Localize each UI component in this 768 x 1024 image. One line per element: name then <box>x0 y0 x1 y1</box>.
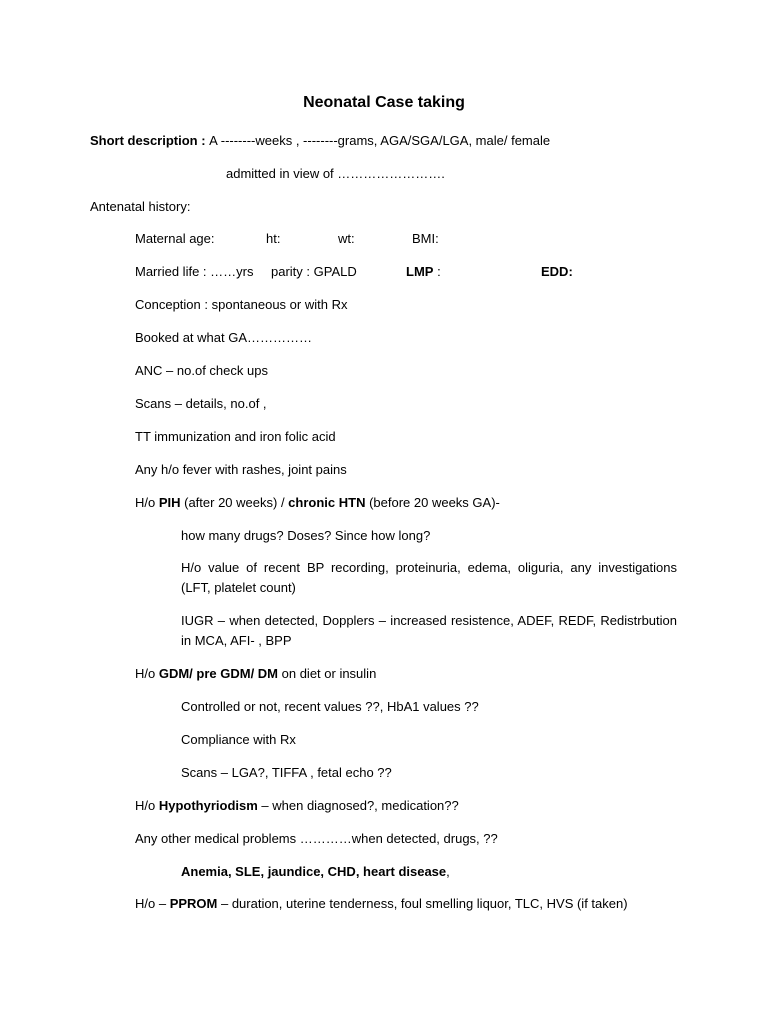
antenatal-history-heading: Antenatal history: <box>90 199 191 214</box>
parity-label: parity : GPALD <box>271 264 357 279</box>
tt-line: TT immunization and iron folic acid <box>135 429 336 444</box>
short-description-text: A --------weeks , --------grams, AGA/SGA/LGA, male/ female <box>209 133 551 148</box>
gdm-bold: GDM/ pre GDM/ DM <box>158 666 279 681</box>
gdm-controlled-line: Controlled or not, recent values ??, HbA1 values ?? <box>181 699 479 714</box>
pih-drugs-line: how many drugs? Doses? Since how long? <box>181 528 431 543</box>
conception-line: Conception : spontaneous or with Rx <box>135 297 348 312</box>
bmi-label: BMI: <box>412 231 439 246</box>
short-description-line <box>90 132 550 149</box>
gdm-line: H/o GDM/ pre GDM/ DM on diet or insulin <box>135 666 377 681</box>
lmp-label: LMP : <box>406 264 441 279</box>
pprom-line: H/o – PPROM – duration, uterine tenderness, foul smelling liquor, TLC, HVS (if taken) <box>135 896 628 911</box>
hypothyroid-bold: Hypothyriodism <box>158 798 258 813</box>
pih-line: H/o PIH (after 20 weeks) / chronic HTN (before 20 weeks GA)- <box>135 495 500 510</box>
fever-line: Any h/o fever with rashes, joint pains <box>135 462 347 477</box>
edd-label: EDD: <box>541 264 573 279</box>
pprom-bold: PPROM <box>169 896 218 911</box>
page-title: Neonatal Case taking <box>303 94 465 111</box>
hypothyroid-line: H/o Hypothyriodism – when diagnosed?, medication?? <box>135 798 459 813</box>
height-label: ht: <box>266 231 281 246</box>
anc-line: ANC – no.of check ups <box>135 363 268 378</box>
maternal-age-label: Maternal age: <box>135 231 215 246</box>
short-description-label: Short description : <box>90 133 210 148</box>
pih-bold: PIH <box>158 495 181 510</box>
booked-line: Booked at what GA…………… <box>135 330 313 345</box>
other-medical-list-line: Anemia, SLE, jaundice, CHD, heart disease, <box>181 864 450 879</box>
other-medical-list-bold: Anemia, SLE, jaundice, CHD, heart disease <box>181 864 447 879</box>
pih-bp-paragraph: H/o value of recent BP recording, proteinuria, edema, oliguria, any investigations (LFT, platelet count) <box>181 560 677 595</box>
chronic-htn-bold: chronic HTN <box>288 495 366 510</box>
admitted-line: admitted in view of ……………………. <box>226 166 445 181</box>
iugr-paragraph: IUGR – when detected, Dopplers – increased resistence, ADEF, REDF, Redistrbution in MCA, AFI- , BPP <box>181 613 677 648</box>
gdm-scans-line: Scans – LGA?, TIFFA , fetal echo ?? <box>181 765 392 780</box>
scans-line: Scans – details, no.of , <box>135 396 267 411</box>
gdm-compliance-line: Compliance with Rx <box>181 732 296 747</box>
other-medical-line: Any other medical problems …………when detected, drugs, ?? <box>135 831 498 846</box>
married-life-label: Married life : ……yrs <box>135 264 254 279</box>
weight-label: wt: <box>338 231 355 246</box>
